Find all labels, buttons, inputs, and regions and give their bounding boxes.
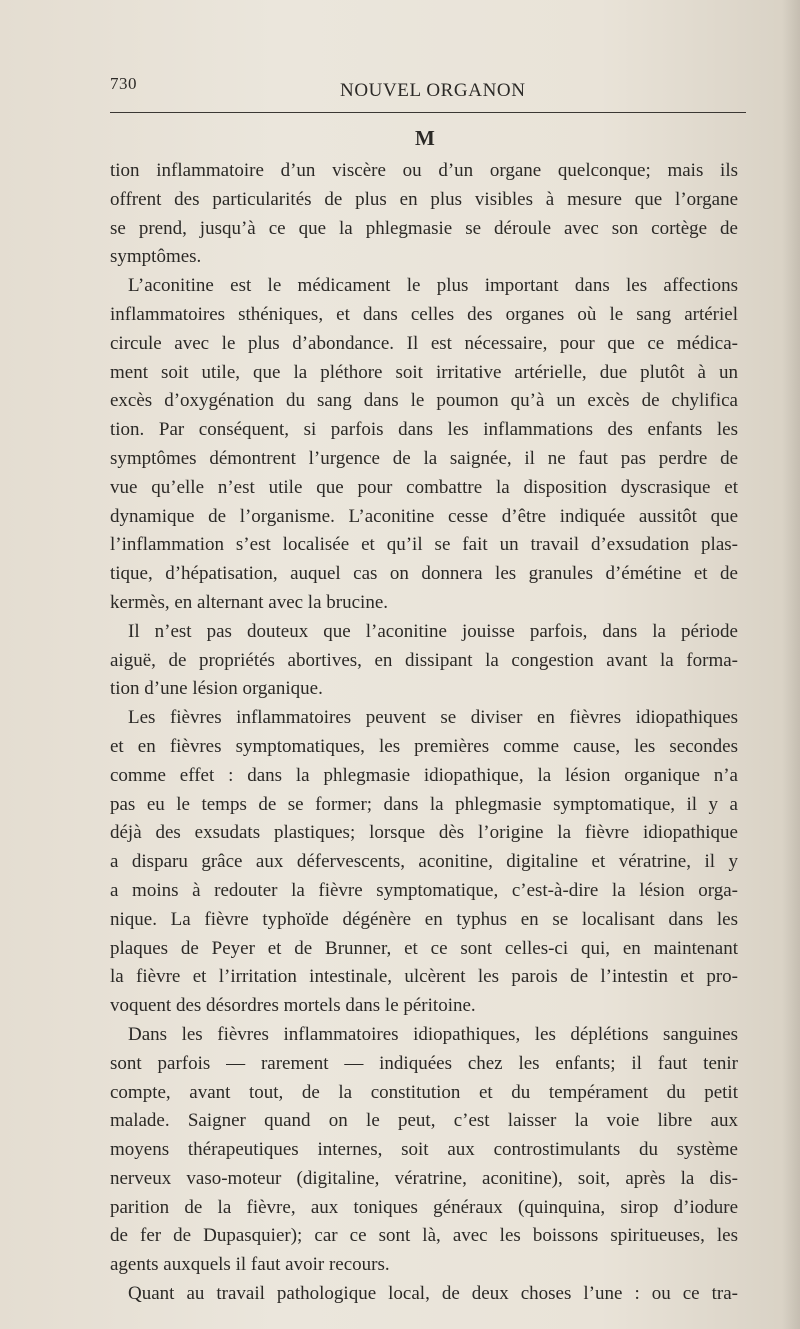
text-line: Dans les fièvres inflammatoires idiopathiques, les déplétions sanguines bbox=[128, 1023, 738, 1045]
text-line: a moins à redouter la fièvre symptomatique, c’est-à-dire la lésion orga- bbox=[110, 879, 738, 901]
text-line: dynamique de l’organisme. L’aconitine cesse d’être indiquée aussitôt que bbox=[110, 505, 738, 527]
section-letter: M bbox=[415, 126, 435, 150]
page-edge-shadow bbox=[782, 0, 800, 1329]
text-line: Il n’est pas douteux que l’aconitine jouisse parfois, dans la période bbox=[128, 620, 738, 642]
text-line: comme effet : dans la phlegmasie idiopathique, la lésion organique n’a bbox=[110, 764, 738, 786]
text-line: L’aconitine est le médicament le plus important dans les affections bbox=[128, 275, 738, 297]
text-line: malade. Saigner quand on le peut, c’est laisser la voie libre aux bbox=[110, 1110, 738, 1132]
text-line: se prend, jusqu’à ce que la phlegmasie se déroule avec son cortège de bbox=[110, 217, 738, 239]
text-line: tique, d’hépatisation, auquel cas on donnera les granules d’émétine et de bbox=[110, 563, 738, 585]
text-line: nerveux vaso-moteur (digitaline, vératrine, aconitine), soit, après la dis- bbox=[110, 1167, 738, 1189]
text-line: vue qu’elle n’est utile que pour combattre la disposition dyscrasique et bbox=[110, 476, 738, 498]
text-line: tion. Par conséquent, si parfois dans les inflammations des enfants les bbox=[110, 419, 738, 441]
text-line: symptômes démontrent l’urgence de la saignée, il ne faut pas perdre de bbox=[110, 447, 738, 469]
text-line: Quant au travail pathologique local, de deux choses l’une : ou ce tra- bbox=[128, 1283, 738, 1305]
text-line: nique. La fièvre typhoïde dégénère en typhus en se localisant dans les bbox=[110, 908, 738, 930]
header-rule bbox=[110, 112, 746, 113]
text-line: et en fièvres symptomatiques, les premières comme cause, les secondes bbox=[110, 735, 738, 757]
text-line: agents auxquels il faut avoir recours. bbox=[110, 1254, 390, 1276]
text-line: l’inflammation s’est localisée et qu’il se fait un travail d’exsudation plas- bbox=[110, 534, 738, 556]
text-line: ment soit utile, que la pléthore soit irritative artérielle, due plutôt à un bbox=[110, 361, 738, 383]
text-line: aiguë, de propriétés abortives, en dissipant la congestion avant la forma- bbox=[110, 649, 738, 671]
text-line: excès d’oxygénation du sang dans le poumon qu’à un excès de chylifica bbox=[110, 390, 738, 412]
text-line: la fièvre et l’irritation intestinale, ulcèrent les parois de l’intestin et pro- bbox=[110, 966, 738, 988]
running-title: NOUVEL ORGANON bbox=[340, 80, 526, 101]
body-text bbox=[110, 157, 738, 1309]
text-line: tion inflammatoire d’un viscère ou d’un organe quelconque; mais ils bbox=[110, 160, 738, 181]
text-line: déjà des exsudats plastiques; lorsque dès l’origine la fièvre idiopathique bbox=[110, 822, 738, 844]
text-line: a disparu grâce aux défervescents, aconitine, digitaline et vératrine, il y bbox=[110, 851, 738, 873]
text-line: parition de la fièvre, aux toniques généraux (quinquina, sirop d’iodure bbox=[110, 1196, 738, 1218]
text-line: circule avec le plus d’abondance. Il est nécessaire, pour que ce médica- bbox=[110, 332, 738, 354]
text-line: moyens thérapeutiques internes, soit aux controstimulants du système bbox=[110, 1139, 738, 1161]
text-line: de fer de Dupasquier); car ce sont là, avec les boissons spiritueuses, les bbox=[110, 1225, 738, 1247]
text-line: kermès, en alternant avec la brucine. bbox=[110, 591, 388, 613]
text-line: voquent des désordres mortels dans le péritoine. bbox=[110, 995, 476, 1017]
text-line: offrent des particularités de plus en plus visibles à mesure que l’organe bbox=[110, 188, 738, 210]
text-line: plaques de Peyer et de Brunner, et ce sont celles-ci qui, en maintenant bbox=[110, 937, 738, 959]
text-line: sont parfois — rarement — indiquées chez les enfants; il faut tenir bbox=[110, 1052, 738, 1074]
text-line: compte, avant tout, de la constitution et du tempérament du petit bbox=[110, 1081, 738, 1103]
text-line: symptômes. bbox=[110, 246, 202, 268]
text-line: Les fièvres inflammatoires peuvent se diviser en fièvres idiopathiques bbox=[128, 707, 738, 729]
text-line: tion d’une lésion organique. bbox=[110, 678, 323, 700]
text-line: inflammatoires sthéniques, et dans celles des organes où le sang artériel bbox=[110, 303, 738, 325]
text-line: pas eu le temps de se former; dans la phlegmasie symptomatique, il y a bbox=[110, 793, 738, 815]
page-number: 730 bbox=[110, 74, 137, 93]
